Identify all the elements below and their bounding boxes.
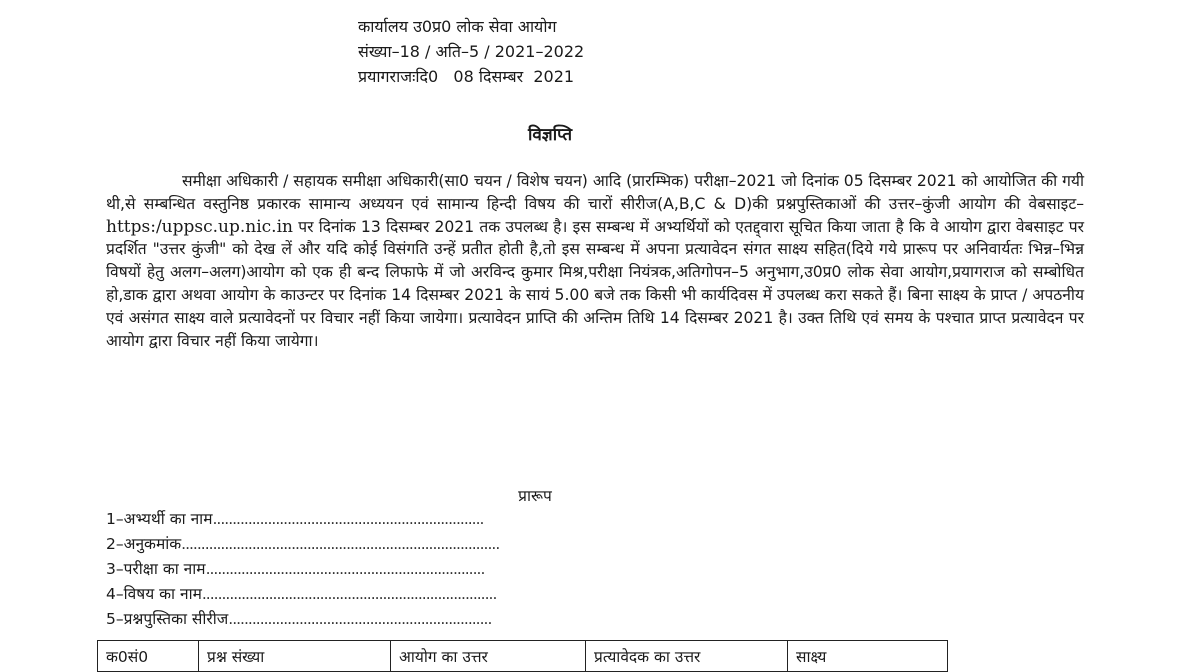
field-exam-name <box>106 557 499 582</box>
notice-paragraph <box>106 170 1084 352</box>
field-blank: ................................................................................. <box>181 535 500 553</box>
office-name: कार्यालय उ0प्र0 लोक सेवा आयोग <box>358 17 557 36</box>
field-blank: ..................................................................... <box>212 510 484 528</box>
field-label: 4–विषय का नाम <box>106 585 202 603</box>
field-label: 1–अभ्यर्थी का नाम <box>106 510 213 528</box>
field-blank: ........................................................................... <box>201 585 497 603</box>
field-blank: ....................................................................... <box>205 560 485 578</box>
col-question-number: प्रश्न संख्या <box>199 641 391 672</box>
website-url: https:/uppsc.up.nic.in <box>106 216 293 237</box>
place-date: प्रयागराजःदि0 08 दिसम्बर 2021 <box>358 67 575 86</box>
field-booklet-series <box>106 607 499 632</box>
field-label: 2–अनुकमांक <box>106 535 182 553</box>
col-evidence: साक्ष्य <box>788 641 948 672</box>
field-label: 3–परीक्षा का नाम <box>106 560 206 578</box>
field-blank: ................................................................... <box>228 610 492 628</box>
field-candidate-name <box>106 507 499 532</box>
field-label: 5–प्रश्नपुस्तिका सीरीज <box>106 610 229 628</box>
col-commission-answer: आयोग का उत्तर <box>391 641 586 672</box>
field-roll-number <box>106 532 499 557</box>
reference-number: संख्या–18 / अति–5 / 2021–2022 <box>358 42 585 61</box>
paragraph-text-end: पर दिनांक 13 दिसम्बर 2021 तक उपलब्ध है। इस सम्बन्ध में अभ्यर्थियों को एतद्द्वारा सूचित किया जाता है कि वे आयोग द्वारा वेबसाइट पर प्रदर्शित "उत्तर कुंजी" को देख लें और यदि कोई विसंगति उन्हें प्रतीत होती है,तो इस सम्बन्ध में अपना प्रत्यावेदन संगत साक्ष्य सहित(दिये गये प्रारूप पर अनिवार्यतः भिन्न–भिन्न विषयों हेतु अलग–अलग)आयोग को एक ही बन्द लिफाफे में जो अरविन्द कुमार मिश्र,परीक्षा नियंत्रक,अतिगोपन–5 अनुभाग,उ0प्र0 लोक सेवा आयोग,प्रयागराज को सम्बोधित हो,डाक द्वारा अथवा आयोग के काउन्टर पर दिनांक 14 दिसम्बर 2021 के सायं 5.00 बजे तक किसी भी कार्यदिवस में उपलब्ध करा सकते हैं। बिना साक्ष्य के प्राप्त / अपठनीय एवं असंगत साक्ष्य वाले प्रत्यावेदनों पर विचार नहीं किया जायेगा। प्रत्यावेदन प्राप्ति की अन्तिम तिथि 14 दिसम्बर 2021 है। उक्त तिथि एवं समय के पश्चात प्राप्त प्रत्यावेदन पर आयोग द्वारा विचार नहीं किया जायेगा। <box>106 217 1084 350</box>
office-header <box>358 14 584 89</box>
form-fields <box>106 507 499 632</box>
field-subject-name <box>106 582 499 607</box>
col-applicant-answer: प्रत्यावेदक का उत्तर <box>586 641 788 672</box>
notice-body <box>106 170 1084 352</box>
paragraph-text-start: समीक्षा अधिकारी / सहायक समीक्षा अधिकारी(सा0 चयन / विशेष चयन) आदि (प्रारम्भिक) परीक्षा–2021 जो दिनांक 05 दिसम्बर 2021 को आयोजित की गयी थी,से सम्बन्धित वस्तुनिष्ठ प्रकारक सामान्य अध्ययन एवं सामान्य हिन्दी विषय की चारों सीरीज(A,B,C & D)की प्रश्नपुस्तिकाओं की उत्तर–कुंजी आयोग की वेबसाइट– <box>106 172 1084 213</box>
notice-title: विज्ञप्ति <box>527 125 573 145</box>
representation-table <box>97 640 948 672</box>
form-title: प्रारूप <box>518 487 552 505</box>
col-serial: क0सं0 <box>98 641 199 672</box>
